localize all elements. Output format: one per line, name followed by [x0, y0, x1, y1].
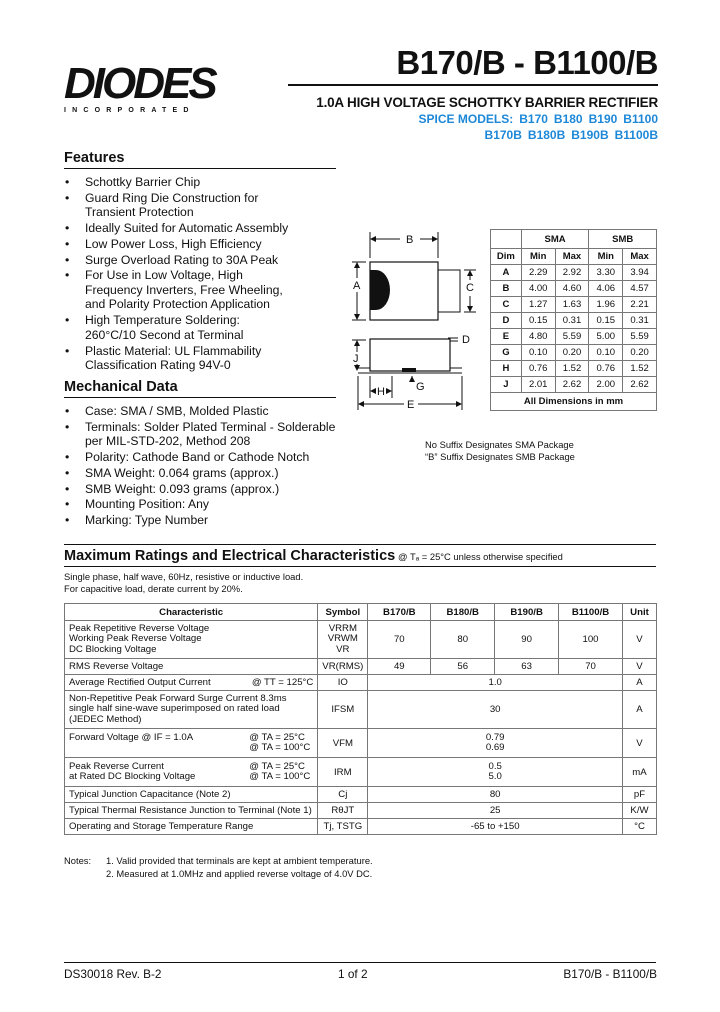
- table-row: Non-Repetitive Peak Forward Surge Current 8.3ms single half sine-wave superimposed on rated load (JEDEC Method) IFSM 30 A: [65, 691, 657, 729]
- ratings-top-rule: [64, 544, 656, 545]
- footer-page-number: 1 of 2: [338, 967, 368, 981]
- col-header: B170/B: [368, 604, 431, 621]
- dimensions-table: [490, 229, 657, 411]
- list-item: • High Temperature Soldering: 260°C/10 Second at Terminal: [65, 313, 275, 342]
- list-item: • SMB Weight: 0.093 grams (approx.): [65, 482, 335, 497]
- dim-label-h: H: [377, 386, 385, 398]
- list-item: • Low Power Loss, High Efficiency: [65, 237, 325, 252]
- spice-model[interactable]: B170: [519, 112, 548, 126]
- spice-model[interactable]: B180: [553, 112, 583, 126]
- table-row: J 2.01 2.62 2.00 2.62: [491, 377, 657, 393]
- mechanical-list: [65, 404, 335, 529]
- dim-label-a: A: [353, 280, 361, 292]
- table-row: B 4.00 4.60 4.06 4.57: [491, 281, 657, 297]
- col-header: Unit: [622, 604, 656, 621]
- list-item: • Terminals: Solder Plated Terminal - Solderable per MIL-STD-202, Method 208: [65, 420, 340, 449]
- spice-model[interactable]: B180B: [527, 128, 566, 142]
- footer-rule: [64, 962, 656, 963]
- spice-models-row-1: [419, 112, 658, 126]
- features-list: [65, 175, 325, 374]
- logo-text: DIODES: [64, 59, 215, 108]
- table-row: E 4.80 5.59 5.00 5.59: [491, 329, 657, 345]
- table-row: D 0.15 0.31 0.15 0.31: [491, 313, 657, 329]
- dimensions-footer: All Dimensions in mm: [491, 393, 657, 411]
- part-title: B170/B - B1100/B: [396, 44, 658, 81]
- table-row: A 2.29 2.92 3.30 3.94: [491, 265, 657, 281]
- table-row: @ TA = 25°C @ TA = 100°C Peak Reverse Current at Rated DC Blocking Voltage IRM 0.5 5.0 mA: [65, 758, 657, 787]
- logo-subtext: INCORPORATED: [64, 107, 195, 114]
- list-item: • Mounting Position: Any: [65, 497, 335, 512]
- list-item: • Plastic Material: UL Flammability Classification Rating 94V-0: [65, 344, 265, 373]
- features-title: Features: [64, 150, 125, 166]
- list-item: • Guard Ring Die Construction for Transient Protection: [65, 191, 265, 220]
- notes-label: Notes:: [64, 855, 92, 866]
- spice-model[interactable]: B170B: [484, 128, 522, 142]
- note-2: 2. Measured at 1.0MHz and applied reverse voltage of 4.0V DC.: [106, 868, 373, 879]
- list-item: • Ideally Suited for Automatic Assembly: [65, 221, 325, 236]
- list-item: • Schottky Barrier Chip: [65, 175, 325, 190]
- col-header: Min: [521, 249, 555, 265]
- spice-label: SPICE MODELS:: [418, 112, 514, 126]
- list-item: • For Use in Low Voltage, High Frequency Inverters, Free Wheeling, and Polarity Protection Application: [65, 268, 300, 312]
- col-header: B1100/B: [559, 604, 623, 621]
- col-header: B180/B: [431, 604, 495, 621]
- package-outline-diagram: [340, 228, 490, 413]
- ratings-title: Maximum Ratings and Electrical Characteristics: [64, 548, 396, 564]
- spice-model[interactable]: B190B: [571, 128, 609, 142]
- footer-doc-number: DS30018 Rev. B-2: [64, 967, 162, 981]
- ratings-intro-1: Single phase, half wave, 60Hz, resistive or inductive load.: [64, 571, 304, 582]
- table-row: H 0.76 1.52 0.76 1.52: [491, 361, 657, 377]
- col-header: B190/B: [495, 604, 559, 621]
- table-header-row: [65, 604, 657, 621]
- table-row: C 1.27 1.63 1.96 2.21: [491, 297, 657, 313]
- list-item: • Polarity: Cathode Band or Cathode Notch: [65, 450, 335, 465]
- list-item: • Surge Overload Rating to 30A Peak: [65, 253, 325, 268]
- header-rule: [288, 84, 658, 86]
- note-1: 1. Valid provided that terminals are kept at ambient temperature.: [106, 855, 373, 866]
- dim-label-e: E: [407, 399, 415, 411]
- list-item: • Case: SMA / SMB, Molded Plastic: [65, 404, 335, 419]
- mechanical-rule: [64, 397, 336, 398]
- spice-model[interactable]: B190: [588, 112, 618, 126]
- table-row: Peak Repetitive Reverse Voltage Working Peak Reverse Voltage DC Blocking Voltage VRRM VRWM VR 70 80 90 100 V: [65, 621, 657, 659]
- dim-label-g: G: [416, 381, 425, 393]
- diodes-logo: [64, 59, 226, 114]
- list-item: • Marking: Type Number: [65, 513, 335, 528]
- group-sma: SMA: [521, 230, 589, 249]
- dim-label-d: D: [462, 334, 470, 346]
- table-row: Typical Junction Capacitance (Note 2) Cj 80 pF: [65, 787, 657, 803]
- spice-model[interactable]: B1100: [623, 112, 658, 126]
- ratings-condition: @ Tₐ = 25°C unless otherwise specified: [398, 551, 563, 562]
- ratings-rule: [64, 566, 656, 567]
- product-subtitle: 1.0A HIGH VOLTAGE SCHOTTKY BARRIER RECTIFIER: [316, 95, 658, 110]
- table-row: Operating and Storage Temperature Range Tj, TSTG -65 to +150 °C: [65, 819, 657, 835]
- footer-part-number: B170/B - B1100/B: [563, 967, 657, 981]
- features-rule: [64, 168, 336, 169]
- sma-suffix-note: No Suffix Designates SMA Package: [425, 439, 574, 450]
- table-row: @ TA = 25°C @ TA = 100°C Forward Voltage @ IF = 1.0A VFM 0.79 0.69 V: [65, 729, 657, 758]
- col-header: Dim: [491, 249, 522, 265]
- mechanical-title: Mechanical Data: [64, 379, 178, 395]
- col-header: Min: [589, 249, 623, 265]
- spice-model[interactable]: B1100B: [614, 128, 658, 142]
- table-row: RMS Reverse Voltage VR(RMS) 49 56 63 70 V: [65, 659, 657, 675]
- spice-models-row-2: [485, 128, 658, 142]
- table-row: Average Rectified Output Current @ TT = 125°C IO 1.0 A: [65, 675, 657, 691]
- col-header: Characteristic: [65, 604, 318, 621]
- smb-suffix-note: “B” Suffix Designates SMB Package: [425, 451, 575, 462]
- dim-label-b: B: [406, 234, 414, 246]
- col-header: Symbol: [318, 604, 368, 621]
- ratings-table: [64, 603, 657, 835]
- dim-label-c: C: [466, 282, 474, 294]
- col-header: Max: [555, 249, 589, 265]
- group-smb: SMB: [589, 230, 657, 249]
- table-row: G 0.10 0.20 0.10 0.20: [491, 345, 657, 361]
- dim-label-j: J: [353, 353, 359, 365]
- col-header: Max: [623, 249, 657, 265]
- table-row: Typical Thermal Resistance Junction to Terminal (Note 1) RθJT 25 K/W: [65, 803, 657, 819]
- list-item: • SMA Weight: 0.064 grams (approx.): [65, 466, 335, 481]
- ratings-intro-2: For capacitive load, derate current by 20%.: [64, 583, 243, 594]
